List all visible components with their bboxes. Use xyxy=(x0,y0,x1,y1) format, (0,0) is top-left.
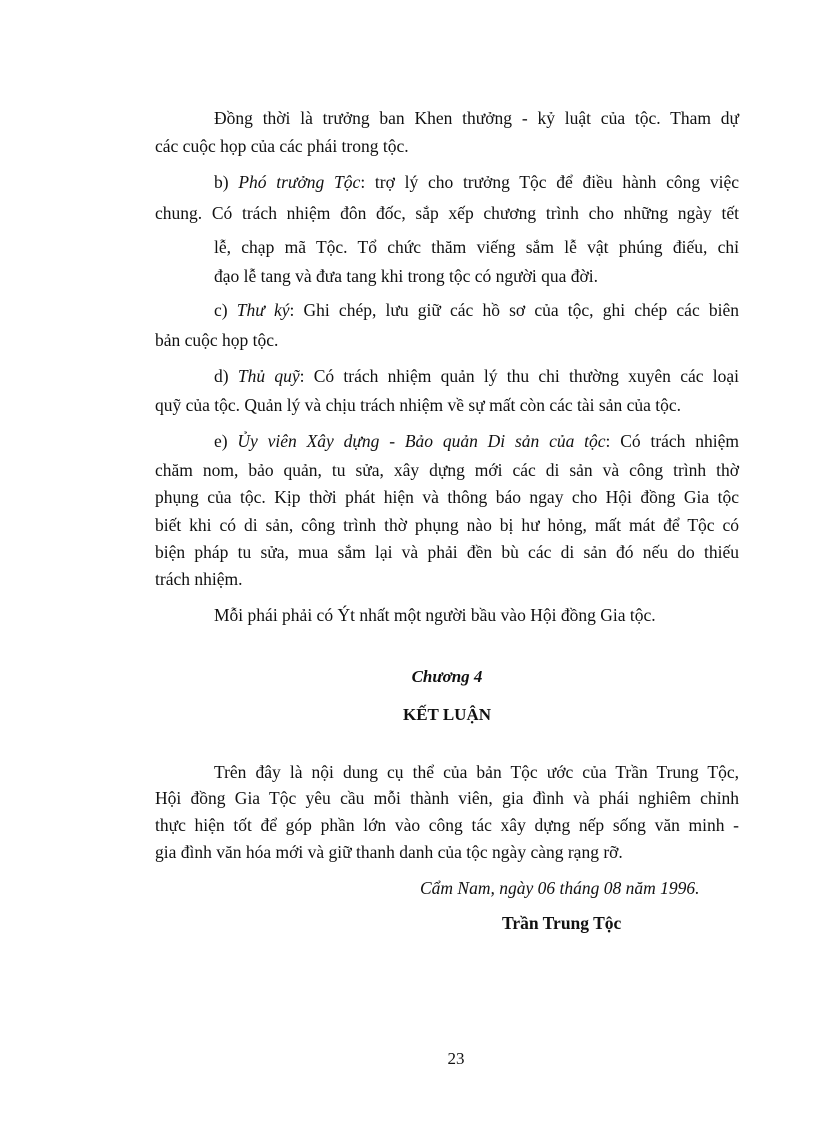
item-c-line xyxy=(155,328,278,352)
text-span: các cuộc họp của các phái trong tộc. xyxy=(155,136,409,156)
text-span: quỹ của tộc. Quản lý và chịu trách nhiệm về sự mất còn các tài sản của tộc. xyxy=(155,395,682,415)
text-span: gia đình văn hóa mới và giữ thanh danh của tộc ngày càng rạng rỡ. xyxy=(155,842,623,862)
conclusion-line xyxy=(155,786,739,810)
text-span: biện pháp tu sửa, mua sắm lại và phải đền bù các di sản đó nếu do thiếu xyxy=(155,542,739,562)
conclusion-line xyxy=(214,760,739,784)
item-d-line xyxy=(155,393,681,417)
chapter-label: Chương 4 xyxy=(411,667,483,686)
item-title: Ủy viên Xây dựng - Bảo quản Di sản của tộc xyxy=(237,431,606,451)
text-span: : trợ lý cho trưởng Tộc để điều hành công việc xyxy=(360,172,740,192)
text-span: bản cuộc họp tộc. xyxy=(155,330,279,350)
text-span: phụng của tộc. Kịp thời phát hiện và thông báo ngay cho Hội đồng Gia tộc xyxy=(155,487,739,507)
item-prefix: b) xyxy=(214,172,239,192)
item-e-line xyxy=(214,429,739,453)
text-span: Trên đây là nội dung cụ thể của bản Tộc ước của Trần Trung Tộc, xyxy=(214,762,739,782)
place-date: Cẩm Nam, ngày 06 tháng 08 năm 1996. xyxy=(420,878,700,898)
item-title: Thư ký xyxy=(236,300,290,320)
item-e-line xyxy=(155,513,739,537)
item-prefix: c) xyxy=(214,300,237,320)
text-span: Mỗi phái phải có Ýt nhất một người bầu vào Hội đồng Gia tộc. xyxy=(214,605,656,625)
item-e-line xyxy=(155,540,739,564)
conclusion-line xyxy=(155,813,739,837)
item-e-line xyxy=(155,458,739,482)
item-b-line xyxy=(214,264,598,288)
text-span: chung. Có trách nhiệm đôn đốc, sắp xếp chương trình cho những ngày tết xyxy=(155,203,739,223)
item-e-line xyxy=(155,485,739,509)
item-title: Thủ quỹ xyxy=(237,366,300,386)
item-b-line xyxy=(214,235,739,259)
page-number: 23 xyxy=(447,1049,465,1068)
text-span: : Ghi chép, lưu giữ các hồ sơ của tộc, ghi chép các biên xyxy=(289,300,740,320)
text-span: Đồng thời là trưởng ban Khen thưởng - kỷ luật của tộc. Tham dự xyxy=(214,108,739,128)
text-span: : Có trách nhiệm xyxy=(605,431,739,451)
text-span: đạo lễ tang và đưa tang khi trong tộc có người qua đời. xyxy=(214,266,598,286)
paragraph-line xyxy=(155,134,409,158)
text-span: lễ, chạp mã Tộc. Tổ chức thăm viếng sắm lễ vật phúng điếu, chỉ xyxy=(214,237,739,257)
conclusion-line xyxy=(155,840,623,864)
text-span: trách nhiệm. xyxy=(155,569,243,589)
closing-rule xyxy=(214,603,656,627)
text-span: thực hiện tốt để góp phần lớn vào công tác xây dựng nếp sống văn minh - xyxy=(155,815,739,835)
item-d-line xyxy=(214,364,739,388)
paragraph-line xyxy=(214,106,739,130)
text-span: : Có trách nhiệm quản lý thu chi thường xuyên các loại xyxy=(299,366,739,386)
signer-name: Trần Trung Tộc xyxy=(502,913,622,933)
text-span: Hội đồng Gia Tộc yêu cầu mỗi thành viên, gia đình và phái nghiêm chỉnh xyxy=(155,788,739,808)
text-span: biết khi có di sản, công trình thờ phụng nào bị hư hỏng, mất mát để Tộc có xyxy=(155,515,739,535)
item-prefix: e) xyxy=(214,431,238,451)
item-c-line xyxy=(214,298,739,322)
item-e-line xyxy=(155,567,242,591)
item-prefix: d) xyxy=(214,366,238,386)
text-span: chăm nom, bảo quản, tu sửa, xây dựng mới các di sản và công trình thờ xyxy=(155,460,739,480)
item-b-line xyxy=(214,170,739,194)
item-title: Phó trưởng Tộc xyxy=(238,172,361,192)
chapter-title: KẾT LUẬN xyxy=(402,705,491,724)
item-b-line xyxy=(155,201,739,225)
